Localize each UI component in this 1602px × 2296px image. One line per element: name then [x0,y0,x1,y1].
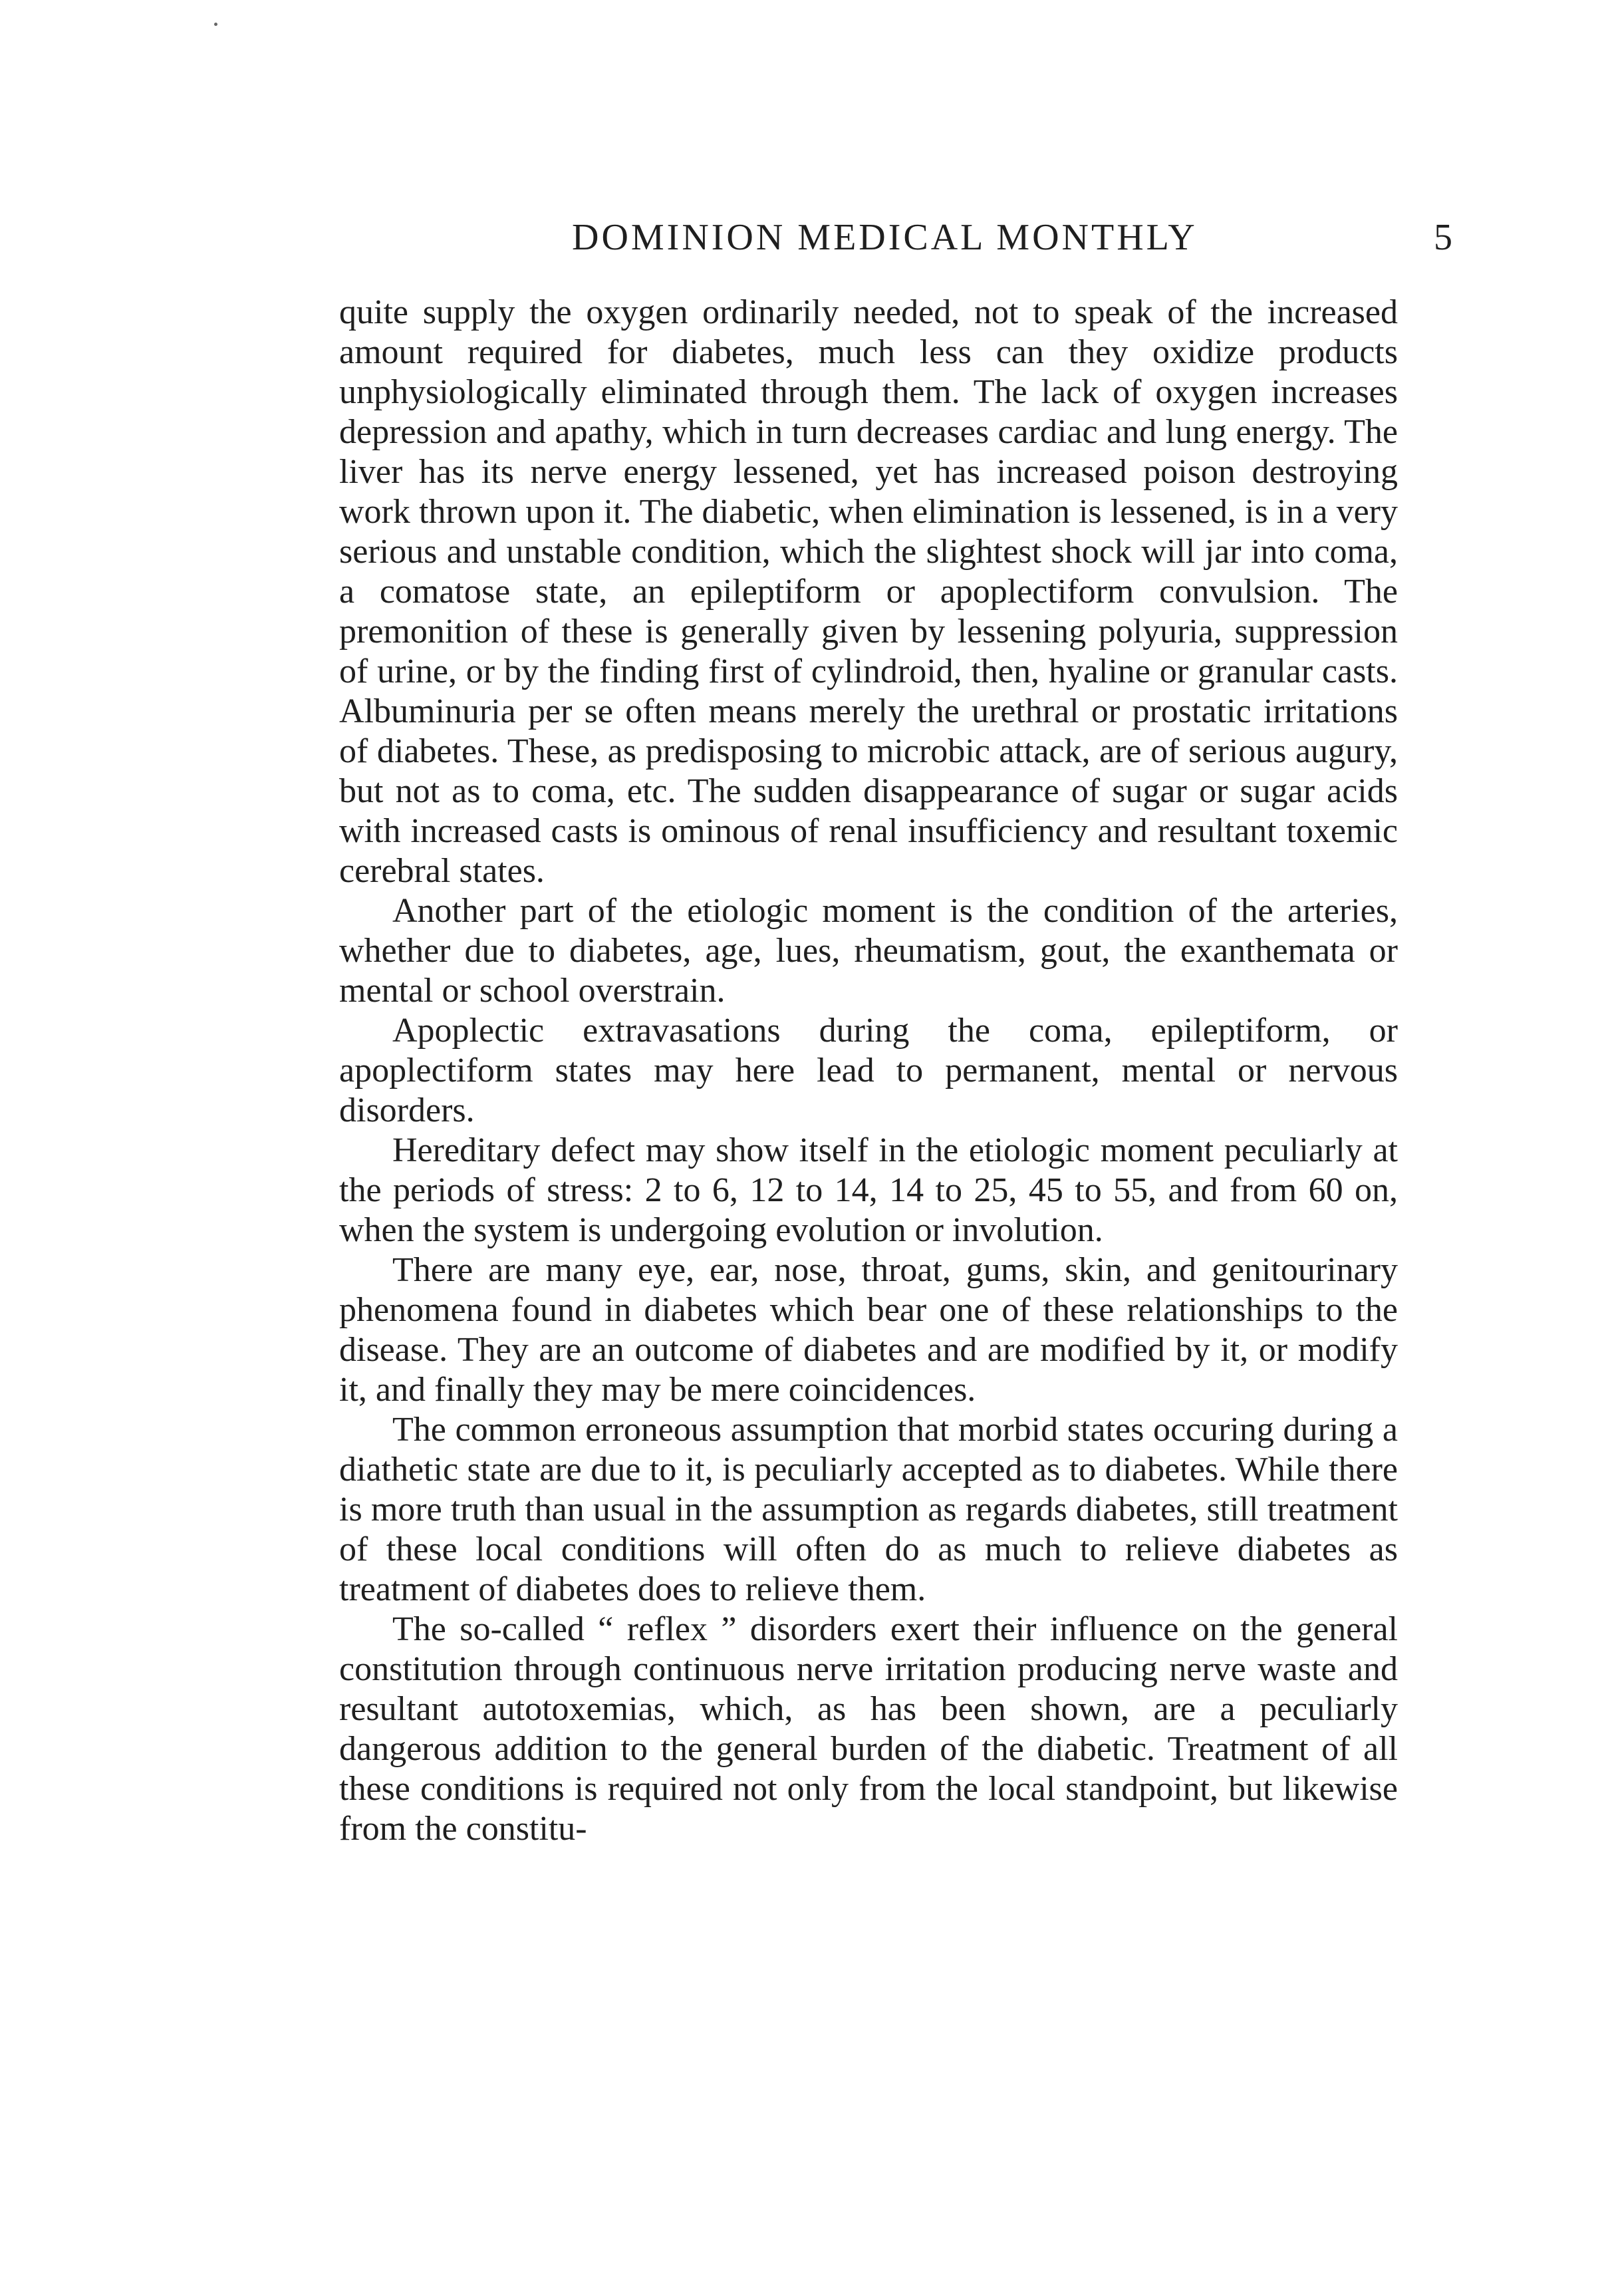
paragraph-4: Hereditary defect may show itself in the etiologic moment peculiarly at the periods of stress: 2 to 6, 12 to 14, 14 to 25, 45 to 55, and from 60 on, when the system is undergoing evolution or involution. [339,1131,1398,1249]
running-title: DOMINION MEDICAL MONTHLY [572,217,1198,258]
body-text [339,293,1398,1849]
paragraph-1: quite supply the oxygen ordinarily needed, not to speak of the increased amount required for diabetes, much less can they oxidize products unphysiologically eliminated through them. The lack of oxygen increases depression and apathy, which in turn decreases cardiac and lung energy. The liver has its nerve energy lessened, yet has increased poison destroying work thrown upon it. The diabetic, when elimination is lessened, is in a very serious and unstable condition, which the slightest shock will jar into coma, a comatose state, an epileptiform or apoplectiform convulsion. The premonition of these is generally given by lessening polyuria, suppression of urine, or by the finding first of cylindroid, then, hyaline or granular casts. Albuminuria per se often means merely the urethral or prostatic irritations of diabetes. These, as predisposing to microbic attack, are of serious augury, but not as to coma, etc. The sudden disappearance of sugar or sugar acids with increased casts is ominous of renal insufficiency and resultant toxemic cerebral states. [339,293,1398,890]
paragraph-2: Another part of the etiologic moment is the condition of the arteries, whether due to diabetes, age, lues, rheumatism, gout, the exanthemata or mental or school overstrain. [339,892,1398,1010]
paragraph-3: Apoplectic extravasations during the coma, epileptiform, or apoplectiform states may here lead to permanent, mental or nervous disorders. [339,1012,1398,1129]
paragraph-6: The common erroneous assumption that morbid states occuring during a diathetic state are due to it, is peculiarly accepted as to diabetes. While there is more truth than usual in the assumption as regards diabetes, still treatment of these local conditions will often do as much to relieve diabetes as treatment of diabetes does to relieve them. [339,1411,1398,1608]
paragraph-7: The so-called “ reflex ” disorders exert their influence on the general constitution through continuous nerve irritation producing nerve waste and resultant autotoxemias, which, as has been shown, are a peculiarly dangerous addition to the general burden of the diabetic. Treatment of all these conditions is required not only from the local standpoint, but likewise from the constitu- [339,1610,1398,1848]
scan-speck [214,23,217,26]
paragraph-5: There are many eye, ear, nose, throat, gums, skin, and genitourinary phenomena found in diabetes which bear one of these relationships to the disease. They are an outcome of diabetes and are modified by it, or modify it, and finally they may be mere coincidences. [339,1251,1398,1409]
page-number: 5 [1434,217,1452,258]
